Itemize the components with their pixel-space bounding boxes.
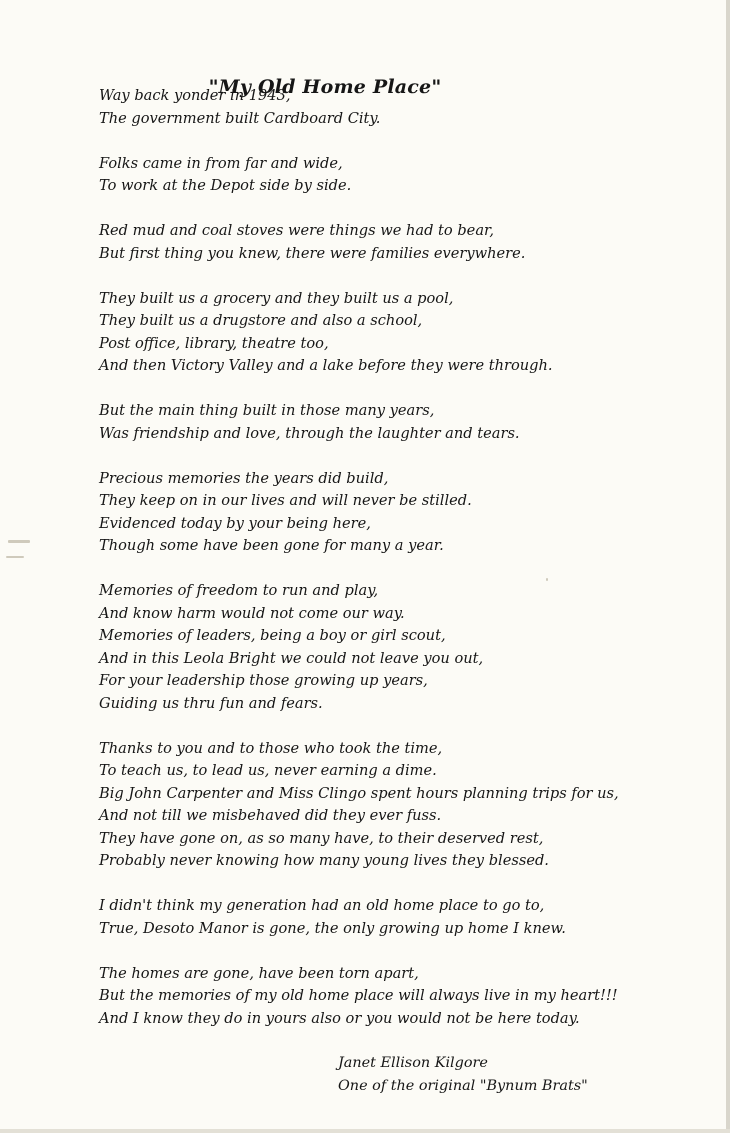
scan-edge-right: [726, 0, 730, 1133]
poem-line: Probably never knowing how many young lives they blessed.: [99, 852, 549, 869]
poem-line: I didn't think my generation had an old home place to go to,: [99, 897, 545, 914]
poem-line: Way back yonder in 1943,: [99, 87, 291, 104]
poem-line: To work at the Depot side by side.: [99, 177, 352, 194]
poem-line: Was friendship and love, through the laughter and tears.: [99, 424, 520, 442]
stanza: [99, 220, 719, 265]
poem-line: They have gone on, as so many have, to their deserved rest,: [99, 829, 544, 847]
poem-line: And know harm would not come our way.: [99, 604, 405, 622]
poem-line: And in this Leola Bright we could not leave you out,: [99, 649, 484, 667]
poem-line: Guiding us thru fun and fears.: [99, 694, 323, 712]
poem-line: The government built Cardboard City.: [99, 109, 381, 127]
poem-line: But the memories of my old home place will always live in my heart!!!: [99, 987, 618, 1004]
signature-block: [338, 1052, 588, 1097]
poem-line: And I know they do in yours also or you would not be here today.: [99, 1009, 580, 1027]
poem-line: Precious memories the years did build,: [99, 469, 389, 487]
poem-line: Evidenced today by your being here,: [99, 514, 371, 532]
poem-line: Folks came in from far and wide,: [99, 154, 343, 172]
poem-line: The homes are gone, have been torn apart,: [99, 964, 419, 982]
poem-line: Thanks to you and to those who took the time,: [99, 739, 443, 757]
poem-line: For your leadership those growing up years,: [99, 672, 428, 689]
poem-line: Post office, library, theatre too,: [99, 334, 329, 352]
poem-line: Though some have been gone for many a year.: [99, 537, 444, 554]
poem-line: But the main thing built in those many years,: [99, 402, 435, 419]
author-tagline: One of the original "Bynum Brats": [338, 1077, 588, 1094]
poem-line: True, Desoto Manor is gone, the only growing up home I knew.: [99, 919, 566, 937]
stanza: [99, 153, 719, 198]
author-name: Janet Ellison Kilgore: [338, 1055, 488, 1071]
poem-line: They keep on in our lives and will never be stilled.: [99, 492, 472, 509]
stanza: [99, 468, 719, 558]
poem-line: They built us a grocery and they built us a pool,: [99, 289, 454, 307]
stanza: [99, 963, 719, 1031]
stanza: [99, 400, 719, 445]
poem-line: And not till we misbehaved did they ever fuss.: [99, 807, 442, 824]
poem-line: To teach us, to lead us, never earning a dime.: [99, 762, 437, 779]
paper-mark: [6, 556, 24, 558]
poem-line: They built us a drugstore and also a school,: [99, 312, 423, 329]
poem-body: [99, 85, 719, 1053]
stanza: [99, 288, 719, 378]
poem-line: Memories of leaders, being a boy or girl scout,: [99, 627, 446, 644]
poem-line: Red mud and coal stoves were things we had to bear,: [99, 222, 495, 239]
poem-line: But first thing you knew, there were families everywhere.: [99, 244, 526, 262]
stanza: [99, 738, 719, 873]
stanza: [99, 85, 719, 130]
paper-mark: [546, 578, 548, 581]
poem-line: Memories of freedom to run and play,: [99, 582, 379, 599]
paper-mark: [8, 540, 30, 543]
stanza: [99, 895, 719, 940]
scan-edge-bottom: [0, 1129, 730, 1133]
poem-line: And then Victory Valley and a lake before they were through.: [99, 357, 553, 374]
stanza: [99, 580, 719, 715]
poem-title: "My Old Home Place": [208, 76, 442, 98]
poem-line: Big John Carpenter and Miss Clingo spent hours planning trips for us,: [99, 784, 619, 802]
